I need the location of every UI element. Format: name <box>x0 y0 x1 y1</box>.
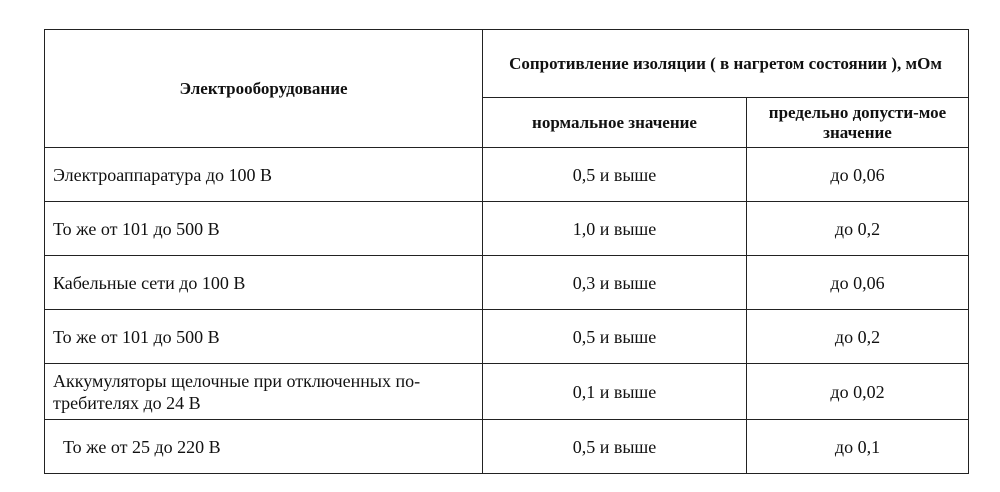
row-limit-value: до 0,06 <box>747 256 969 310</box>
row-limit-value: до 0,06 <box>747 148 969 202</box>
header-resistance: Сопротивление изоляции ( в нагретом состоянии ), мОм <box>483 30 969 98</box>
row-equipment-name: То же от 25 до 220 В <box>45 420 483 474</box>
row-limit-value: до 0,02 <box>747 364 969 420</box>
header-equipment: Электрооборудование <box>45 30 483 148</box>
table-row <box>45 256 969 310</box>
header-normal-value: нормальное значение <box>483 98 747 148</box>
row-equipment-name: Кабельные сети до 100 В <box>45 256 483 310</box>
row-limit-value: до 0,2 <box>747 310 969 364</box>
row-normal-value: 0,5 и выше <box>483 310 747 364</box>
row-normal-value: 0,5 и выше <box>483 148 747 202</box>
row-normal-value: 0,1 и выше <box>483 364 747 420</box>
row-normal-value: 1,0 и выше <box>483 202 747 256</box>
insulation-resistance-table <box>44 29 969 474</box>
row-limit-value: до 0,1 <box>747 420 969 474</box>
table-row <box>45 364 969 420</box>
table-row <box>45 202 969 256</box>
header-limit-value: предельно допусти-мое значение <box>747 98 969 148</box>
row-limit-value: до 0,2 <box>747 202 969 256</box>
row-normal-value: 0,3 и выше <box>483 256 747 310</box>
row-equipment-name: То же от 101 до 500 В <box>45 202 483 256</box>
table-row <box>45 420 969 474</box>
row-equipment-name: Аккумуляторы щелочные при отключенных по-требителях до 24 В <box>45 364 483 420</box>
row-equipment-name: То же от 101 до 500 В <box>45 310 483 364</box>
row-normal-value: 0,5 и выше <box>483 420 747 474</box>
row-equipment-name: Электроаппаратура до 100 В <box>45 148 483 202</box>
table-row <box>45 148 969 202</box>
table-row <box>45 310 969 364</box>
